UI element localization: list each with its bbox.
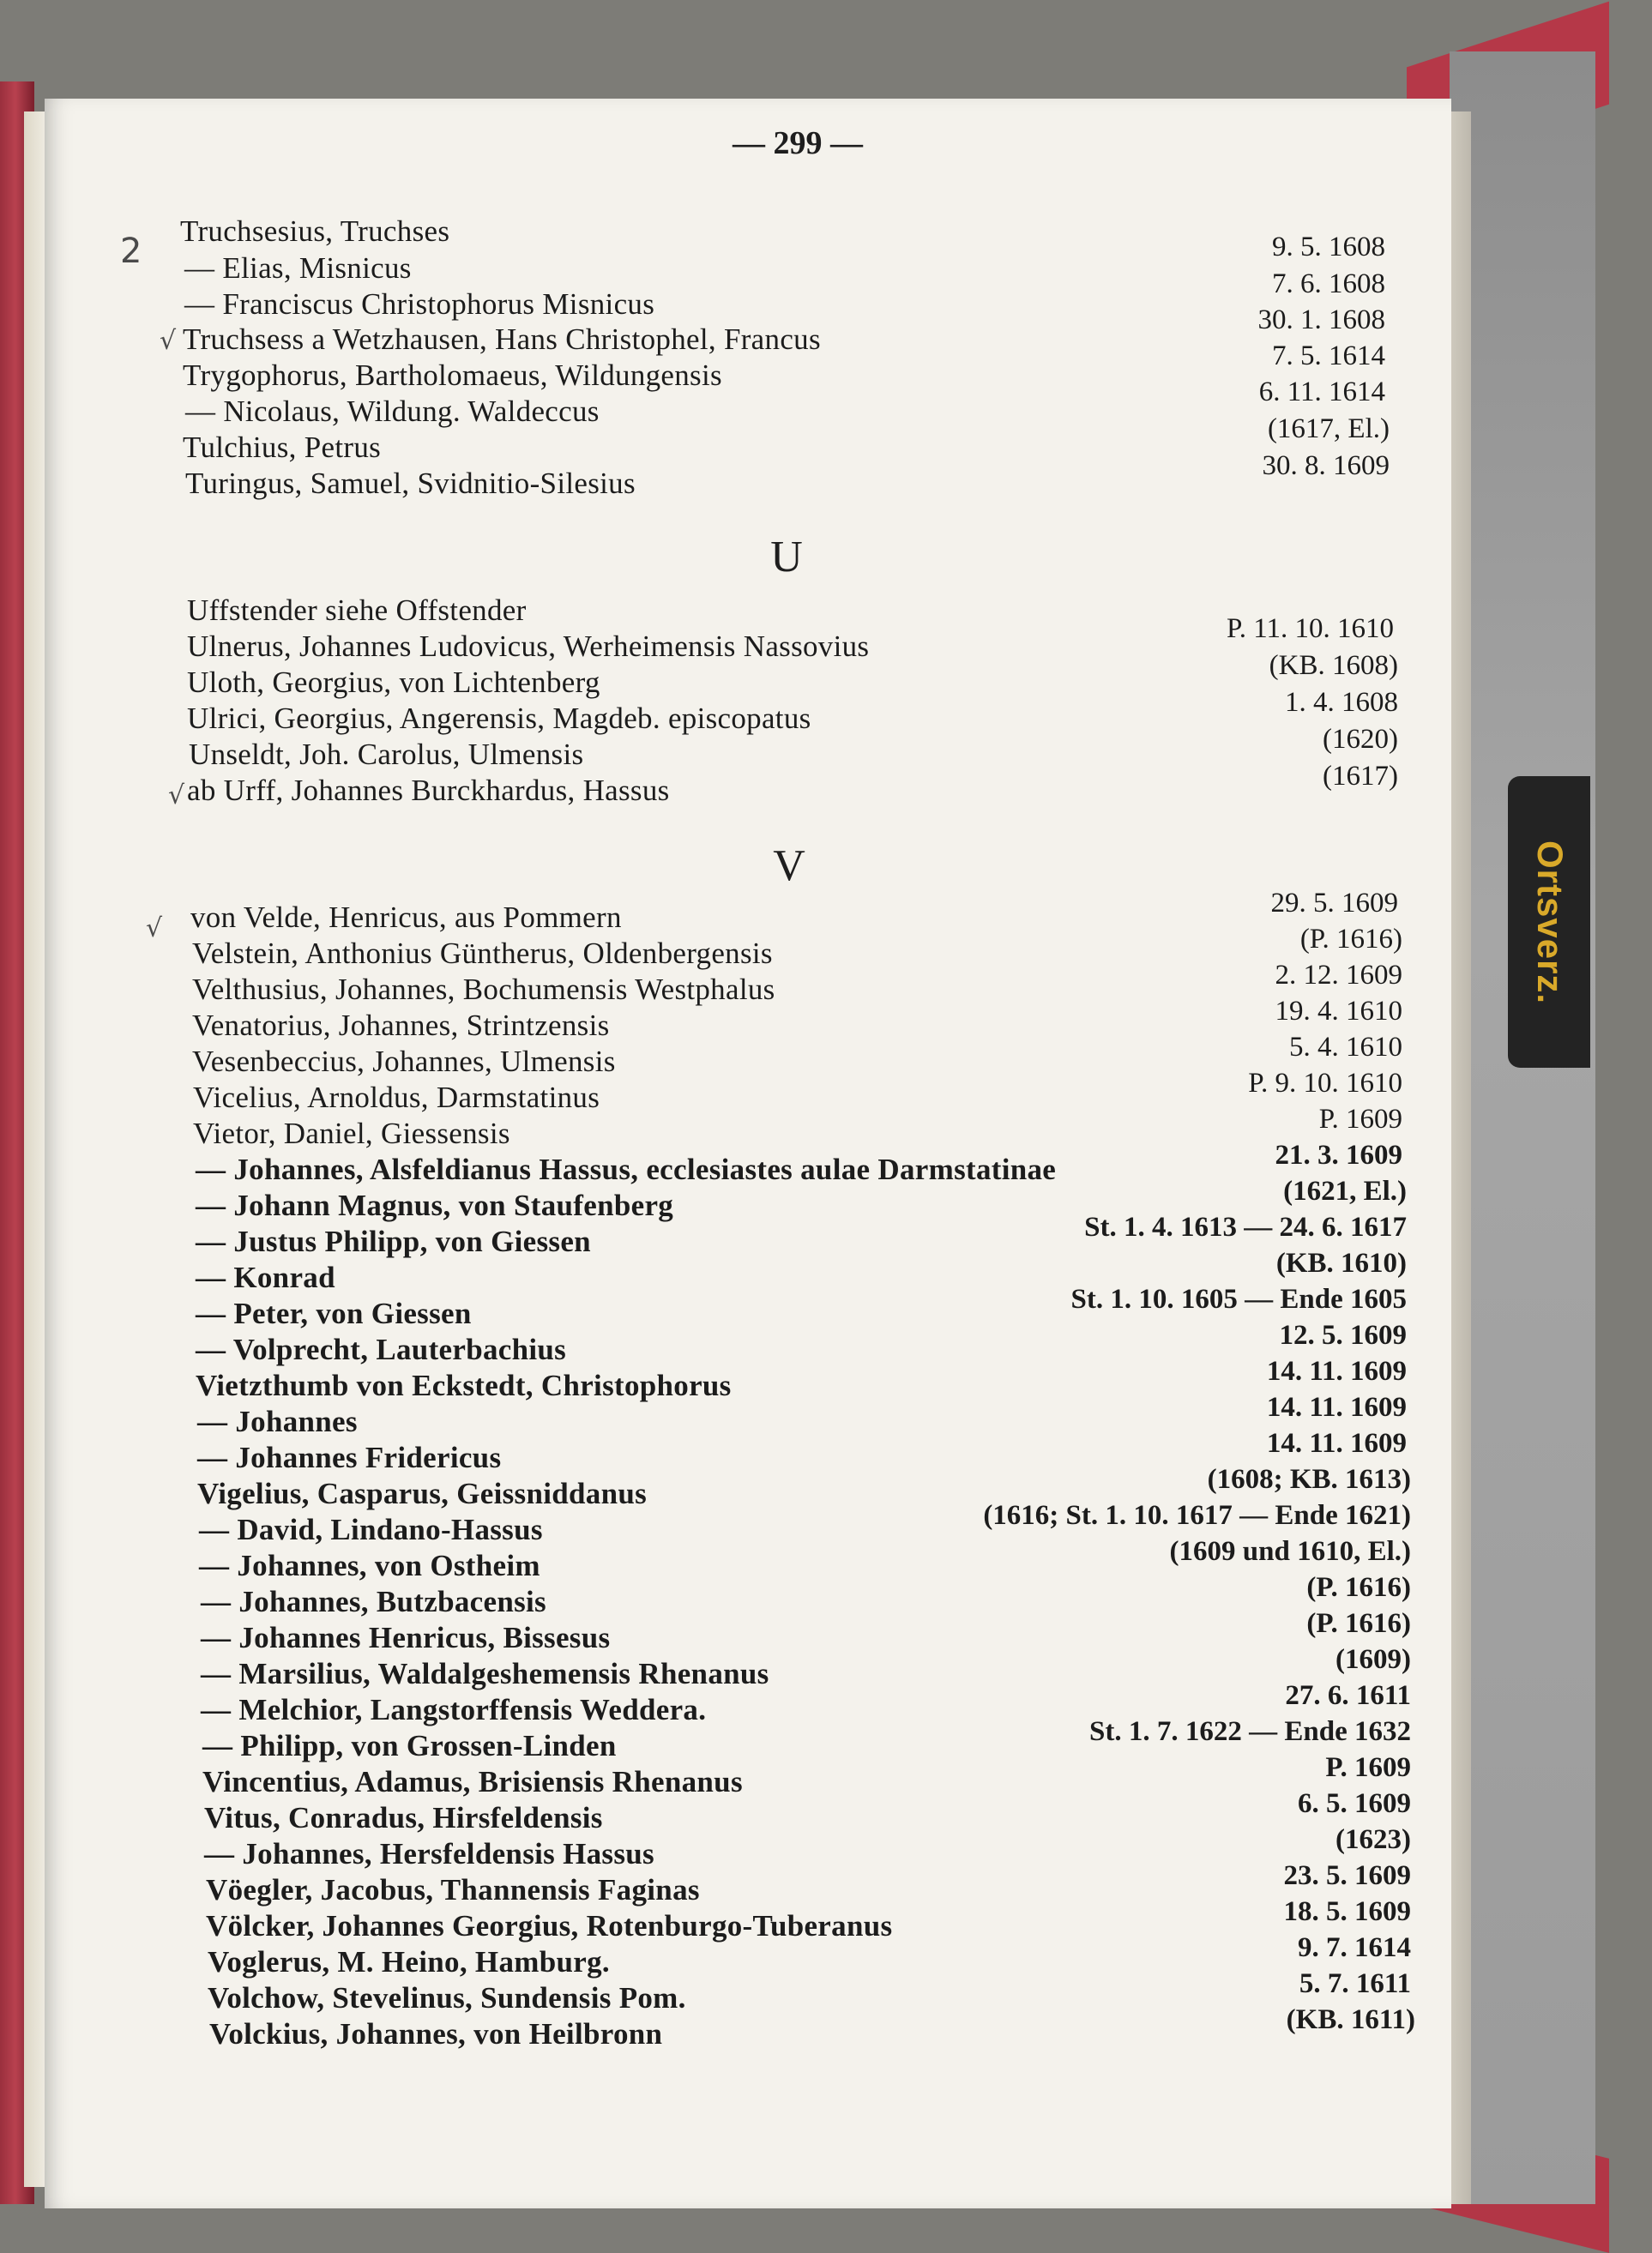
entry-name: Truchsess a Wetzhausen, Hans Christophel, Francus — [183, 322, 821, 356]
entry-name: Voglerus, M. Heino, Hamburg. — [208, 1945, 610, 1979]
entry-date: 2. 12. 1609 — [1275, 960, 1402, 991]
entry-name: Vitus, Conradus, Hirsfeldensis — [204, 1801, 603, 1834]
entry-name: — Johannes, von Ostheim — [199, 1549, 540, 1582]
entry-name: Tulchius, Petrus — [183, 431, 382, 464]
entry-name: Ulnerus, Johannes Ludovicus, Werheimensis Nassovius — [187, 630, 870, 663]
entry-name: — Marsilius, Waldalgeshemensis Rhenanus — [201, 1657, 769, 1690]
entry-name: — Johannes, Butzbacensis — [201, 1585, 546, 1618]
section-letter-v: V — [773, 841, 805, 890]
entry-name: von Velde, Henricus, aus Pommern — [190, 901, 622, 934]
entry-date: P. 1609 — [1318, 1104, 1402, 1135]
entry-name: — Konrad — [196, 1261, 335, 1294]
entry-name: — Elias, Misnicus — [184, 251, 412, 285]
entry-name: Venatorius, Johannes, Strintzensis — [192, 1009, 610, 1042]
section-letter-u: U — [770, 533, 803, 581]
entry-date: St. 1. 7. 1622 — Ende 1632 — [1089, 1716, 1411, 1747]
entry-name: Vietor, Daniel, Giessensis — [193, 1117, 510, 1150]
entry-name: — Johannes — [197, 1405, 358, 1438]
entry-date: (1617) — [1323, 761, 1398, 792]
entry-date: 1. 4. 1608 — [1285, 687, 1398, 718]
page-number: — 299 — — [733, 125, 863, 161]
entry-name: Unseldt, Joh. Carolus, Ulmensis — [189, 738, 584, 771]
entry-date: (1621, El.) — [1283, 1176, 1407, 1207]
entry-date: (P. 1616) — [1306, 1572, 1411, 1603]
entry-name: Uloth, Georgius, von Lichtenberg — [187, 666, 600, 699]
entry-name: Ulrici, Georgius, Angerensis, Magdeb. episcopatus — [187, 702, 811, 735]
entry-name: Völcker, Johannes Georgius, Rotenburgo-Tuberanus — [206, 1909, 893, 1943]
entry-date: P. 9. 10. 1610 — [1248, 1068, 1402, 1099]
entry-name: — Nicolaus, Wildung. Waldeccus — [185, 395, 600, 428]
entry-date: 23. 5. 1609 — [1283, 1860, 1411, 1891]
entry-date: 6. 5. 1609 — [1298, 1788, 1411, 1819]
entry-date: P. 1609 — [1325, 1752, 1411, 1783]
entry-date: (1620) — [1323, 724, 1398, 755]
entry-name: — David, Lindano-Hassus — [199, 1513, 543, 1546]
entry-date: 7. 5. 1614 — [1272, 340, 1385, 371]
entry-date: 29. 5. 1609 — [1270, 888, 1398, 919]
entry-name: Vöegler, Jacobus, Thannensis Faginas — [206, 1873, 700, 1907]
entry-name: Vietzthumb von Eckstedt, Christophorus — [196, 1369, 732, 1402]
entry-name: Uffstender siehe Offstender — [187, 593, 527, 627]
margin-check: √ — [160, 326, 177, 356]
entry-date: 5. 4. 1610 — [1289, 1032, 1402, 1063]
entry-date: (P. 1616) — [1299, 924, 1402, 955]
right-cover-edge — [1450, 51, 1595, 2204]
entry-date: 21. 3. 1609 — [1275, 1140, 1402, 1171]
entry-date: 14. 11. 1609 — [1266, 1392, 1407, 1423]
entry-name: Volckius, Johannes, von Heilbronn — [209, 2017, 663, 2051]
entry-date: St. 1. 10. 1605 — Ende 1605 — [1070, 1284, 1407, 1315]
entry-name: Velthusius, Johannes, Bochumensis Westphalus — [192, 973, 775, 1006]
entry-date: 14. 11. 1609 — [1266, 1428, 1407, 1459]
entry-date: (1623) — [1335, 1824, 1411, 1855]
margin-check: √ — [146, 913, 163, 943]
entry-name: — Johannes, Hersfeldensis Hassus — [204, 1837, 654, 1870]
entry-name: — Melchior, Langstorffensis Weddera. — [201, 1693, 707, 1726]
entry-date: 9. 7. 1614 — [1298, 1932, 1411, 1963]
margin-mark: 2 — [120, 232, 142, 271]
entry-date: 6. 11. 1614 — [1258, 377, 1385, 407]
entry-date: 27. 6. 1611 — [1285, 1680, 1411, 1711]
entry-name: Vincentius, Adamus, Brisiensis Rhenanus — [202, 1765, 743, 1798]
entry-name: — Johann Magnus, von Staufenberg — [196, 1189, 674, 1222]
entry-date: St. 1. 4. 1613 — 24. 6. 1617 — [1084, 1212, 1407, 1243]
entry-date: 5. 7. 1611 — [1299, 1968, 1411, 1999]
entry-name: Vigelius, Casparus, Geissniddanus — [197, 1477, 648, 1510]
entry-date: (1608; KB. 1613) — [1207, 1464, 1411, 1495]
entry-date: 12. 5. 1609 — [1279, 1320, 1407, 1351]
entry-date: (KB. 1608) — [1269, 650, 1398, 681]
entry-name: — Justus Philipp, von Giessen — [196, 1225, 591, 1258]
entry-date: (1609 und 1610, El.) — [1169, 1536, 1411, 1567]
entry-name: — Volprecht, Lauterbachius — [196, 1333, 567, 1366]
entry-date: 9. 5. 1608 — [1272, 232, 1385, 262]
entry-date: 19. 4. 1610 — [1275, 996, 1402, 1027]
entry-name: — Franciscus Christophorus Misnicus — [184, 287, 655, 321]
entry-name: Volchow, Stevelinus, Sundensis Pom. — [208, 1981, 686, 2015]
entry-date: 30. 8. 1609 — [1262, 450, 1390, 481]
entry-name: — Johannes Henricus, Bissesus — [201, 1621, 611, 1654]
entry-name: — Philipp, von Grossen-Linden — [202, 1729, 617, 1762]
entry-name: — Johannes Fridericus — [197, 1441, 502, 1474]
entry-date: (1616; St. 1. 10. 1617 — Ende 1621) — [983, 1500, 1411, 1531]
entry-name: Truchsesius, Truchses — [180, 214, 450, 248]
entry-name: ab Urff, Johannes Burckhardus, Hassus — [187, 774, 670, 807]
entry-date: P. 11. 10. 1610 — [1227, 613, 1394, 644]
entry-name: Vesenbeccius, Johannes, Ulmensis — [192, 1045, 616, 1078]
entry-date: 30. 1. 1608 — [1257, 304, 1385, 335]
entry-date: 7. 6. 1608 — [1272, 268, 1385, 299]
entry-date: (1609) — [1335, 1644, 1411, 1675]
margin-check: √ — [168, 780, 185, 810]
entry-name: Turingus, Samuel, Svidnitio-Silesius — [185, 467, 636, 500]
entry-name: — Johannes, Alsfeldianus Hassus, ecclesiastes aulae Darmstatinae — [196, 1153, 1057, 1186]
entry-date: (KB. 1611) — [1286, 2004, 1415, 2035]
entry-name: — Peter, von Giessen — [196, 1297, 472, 1330]
entry-name: Trygophorus, Bartholomaeus, Wildungensis — [183, 358, 722, 392]
index-tab-label: Ortsverz. — [1530, 840, 1571, 1005]
entry-date: 18. 5. 1609 — [1283, 1896, 1411, 1927]
entry-name: Vicelius, Arnoldus, Darmstatinus — [193, 1081, 600, 1114]
entry-date: (P. 1616) — [1306, 1608, 1411, 1639]
entry-date: (1617, El.) — [1267, 413, 1390, 444]
entry-date: (KB. 1610) — [1275, 1248, 1407, 1279]
entry-date: 14. 11. 1609 — [1266, 1356, 1407, 1387]
entry-name: Velstein, Anthonius Güntherus, Oldenbergensis — [192, 937, 773, 970]
